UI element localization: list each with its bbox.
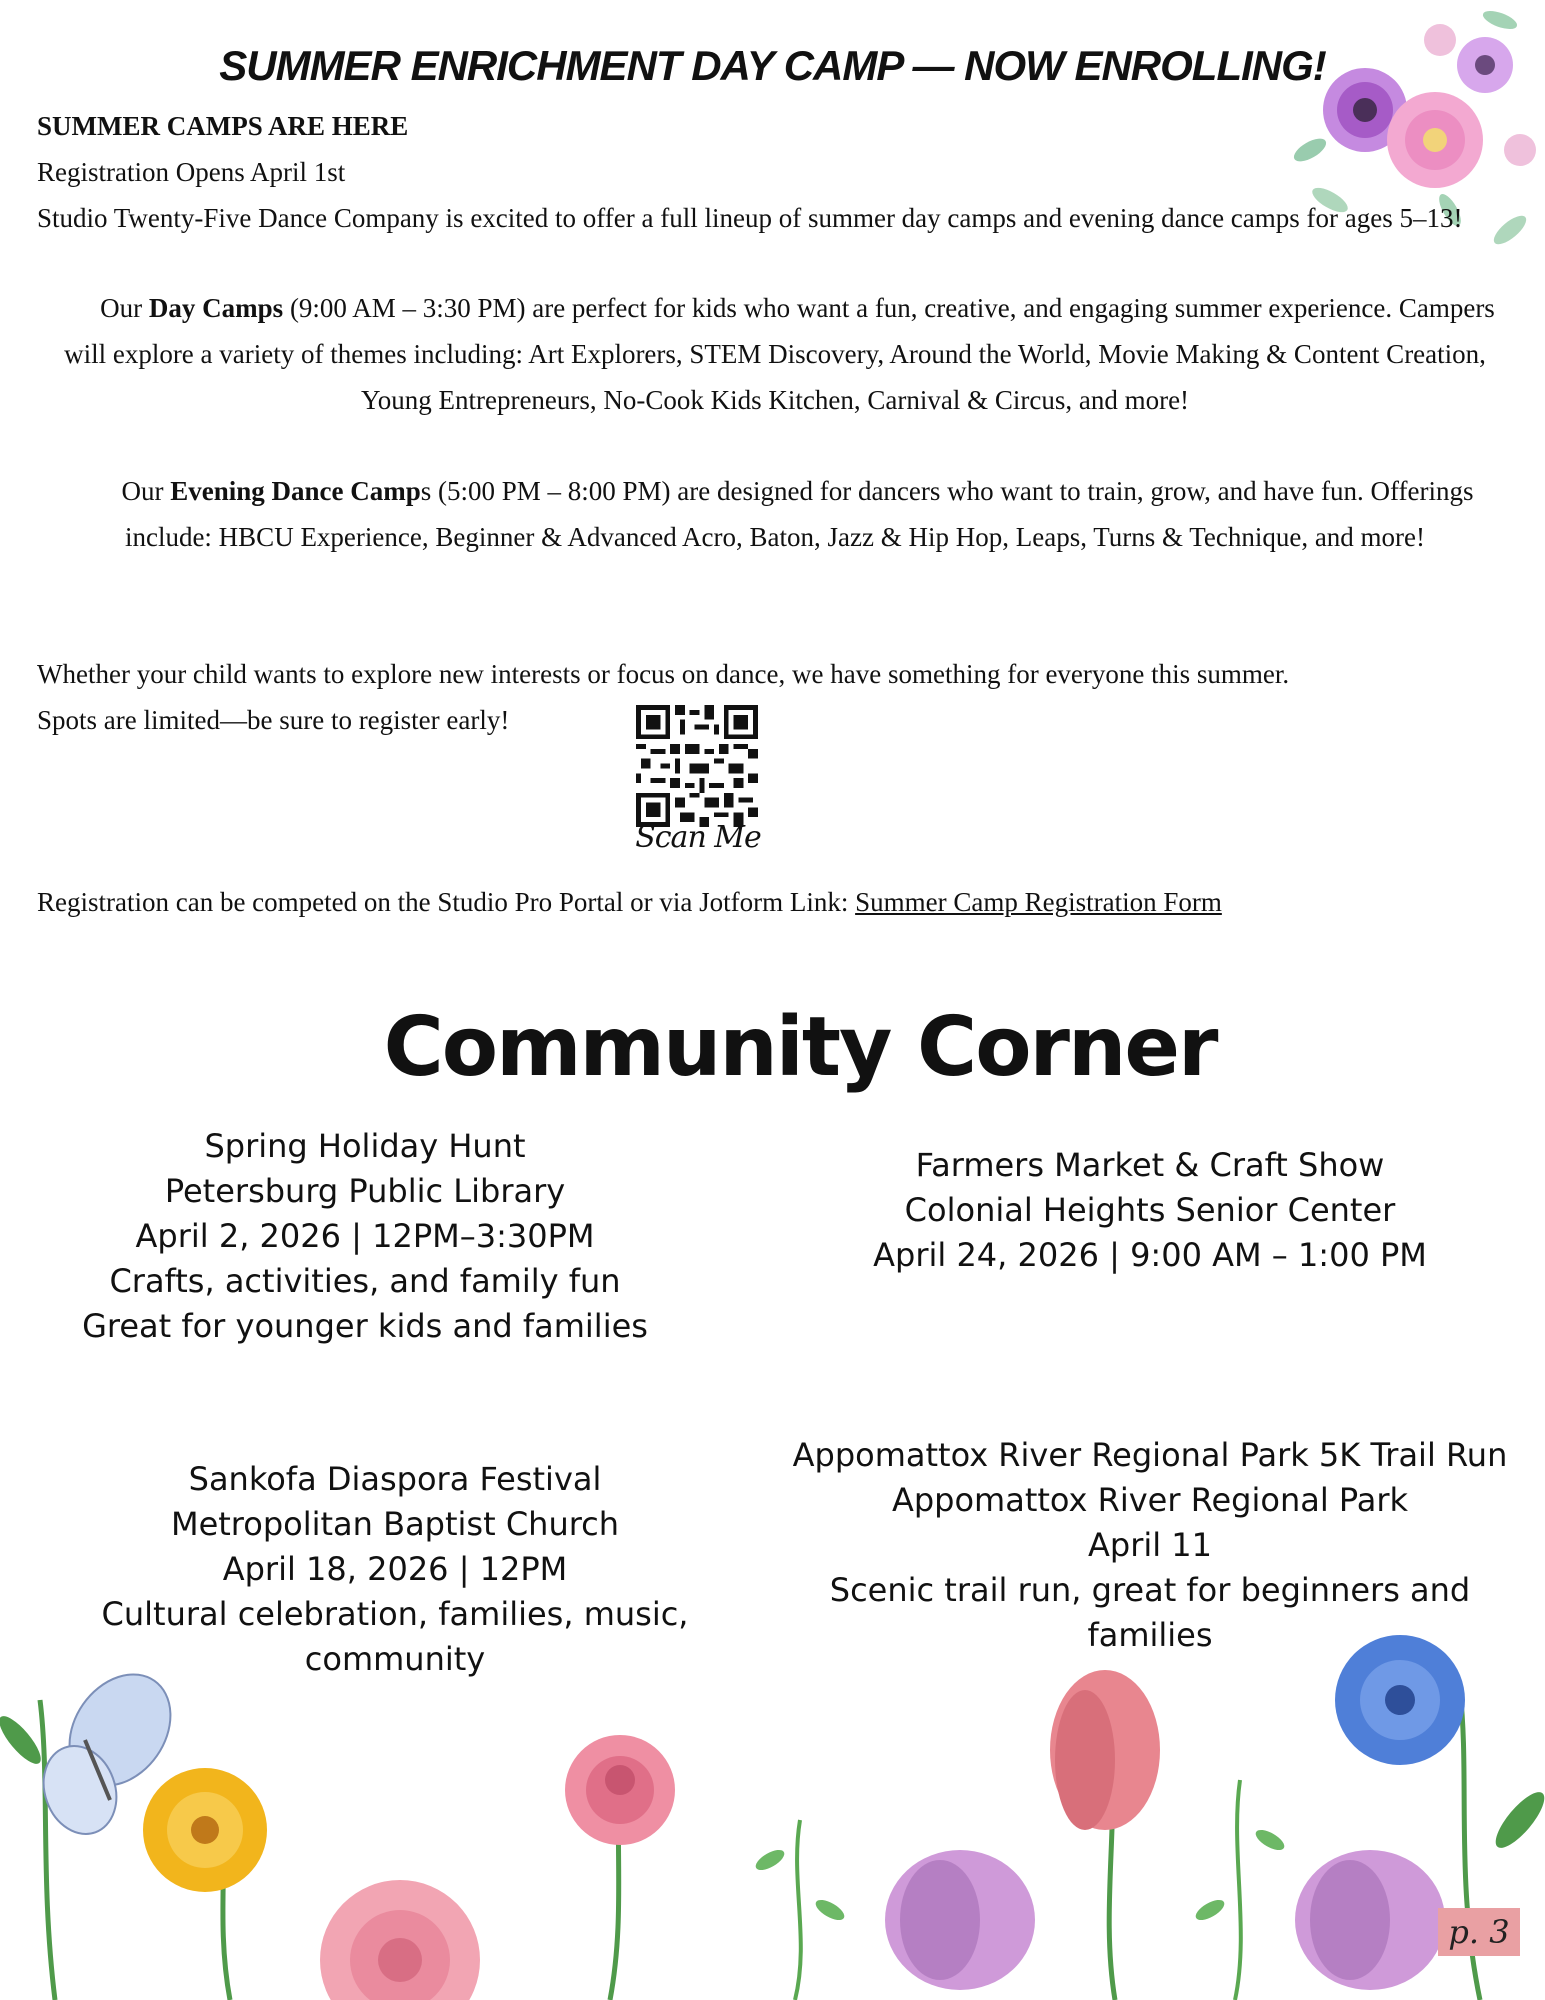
registration-opens: Registration Opens April 1st xyxy=(37,157,346,187)
closing-line-2: Spots are limited—be sure to register early! xyxy=(37,705,510,735)
day-camps-text: (9:00 AM – 3:30 PM) are perfect for kids who want a fun, creative, and engaging summer experience. Campers will explore a variety of themes including: Art Explorers, STEM Discovery, Around the World, Movie Making & Content Creation, Young Entrepreneurs, No-Cook Kids Kitchen, Carnival & Circus, and more! xyxy=(64,293,1495,415)
event-description: Cultural celebration, families, music, community xyxy=(101,1595,689,1678)
event-name: Farmers Market & Craft Show xyxy=(915,1146,1385,1184)
page-number: p. 3 xyxy=(1438,1908,1520,1956)
event-card xyxy=(90,1457,700,1682)
closing-line-1: Whether your child wants to explore new interests or focus on dance, we have something for everyone this summer. xyxy=(37,659,1290,689)
camp-title: SUMMER ENRICHMENT DAY CAMP — NOW ENROLLING! xyxy=(219,42,1326,89)
evening-camps-bold: Evening Dance Camp xyxy=(170,476,421,506)
day-camps-paragraph xyxy=(55,285,1495,423)
event-description: Great for younger kids and families xyxy=(82,1307,648,1345)
event-name: Appomattox River Regional Park 5K Trail Run xyxy=(792,1436,1508,1474)
event-card xyxy=(850,1143,1450,1278)
evening-camps-paragraph xyxy=(55,468,1495,560)
day-camps-bold: Day Camps xyxy=(148,293,284,323)
day-camps-prefix: Our xyxy=(100,293,149,323)
camp-heading: SUMMER CAMPS ARE HERE xyxy=(37,111,409,141)
evening-camps-text: s (5:00 PM – 8:00 PM) are designed for dancers who want to train, grow, and have fun. Offerings include: HBCU Experience, Beginner & Advanced Acro, Baton, Jazz & Hip Hop, Leaps, Turns & Technique, and more! xyxy=(124,476,1474,552)
event-date: April 2, 2026 | 12PM–3:30PM xyxy=(135,1217,595,1255)
event-name: Sankofa Diaspora Festival xyxy=(188,1460,602,1498)
event-date: April 18, 2026 | 12PM xyxy=(222,1550,568,1588)
event-date: April 24, 2026 | 9:00 AM – 1:00 PM xyxy=(873,1236,1427,1274)
event-location: Colonial Heights Senior Center xyxy=(904,1191,1396,1229)
community-corner-title: Community Corner xyxy=(383,1000,1217,1095)
registration-form-link[interactable]: Summer Camp Registration Form xyxy=(855,887,1222,917)
event-description: Crafts, activities, and family fun xyxy=(109,1262,621,1300)
camp-intro xyxy=(37,103,1477,241)
registration-line xyxy=(37,879,1517,925)
event-date: April 11 xyxy=(1087,1526,1213,1564)
event-name: Spring Holiday Hunt xyxy=(204,1127,526,1165)
event-card xyxy=(790,1433,1510,1658)
event-location: Metropolitan Baptist Church xyxy=(170,1505,620,1543)
qr-caption: Scan Me xyxy=(635,820,761,855)
camp-intro-paragraph: Studio Twenty-Five Dance Company is excited to offer a full lineup of summer day camps and evening dance camps for ages 5–13! xyxy=(37,203,1463,233)
event-card xyxy=(60,1124,670,1349)
event-location: Petersburg Public Library xyxy=(164,1172,566,1210)
event-description: Scenic trail run, great for beginners and families xyxy=(829,1571,1471,1654)
registration-text: Registration can be competed on the Studio Pro Portal or via Jotform Link: xyxy=(37,887,856,917)
evening-camps-prefix: Our xyxy=(121,476,171,506)
qr-code[interactable] xyxy=(636,705,758,827)
event-location: Appomattox River Regional Park xyxy=(891,1481,1409,1519)
